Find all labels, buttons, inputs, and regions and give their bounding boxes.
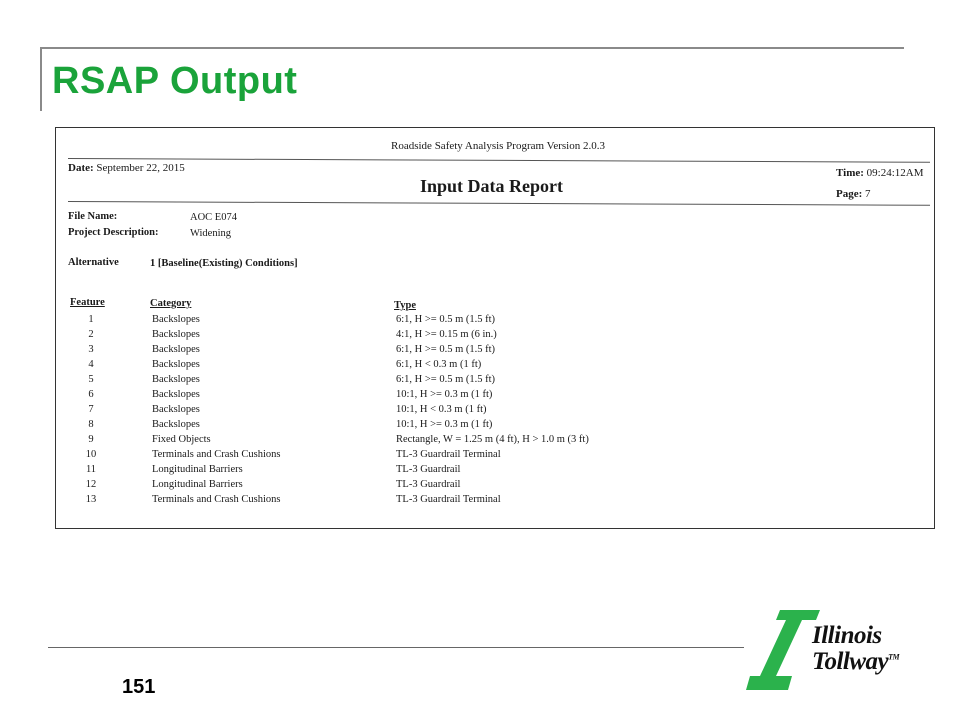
header-rule-top [68, 158, 930, 163]
table-row [56, 314, 934, 329]
table-row [56, 359, 934, 374]
type-cell: 10:1, H >= 0.3 m (1 ft) [396, 389, 493, 400]
category-cell: Backslopes [152, 419, 200, 430]
category-cell: Terminals and Crash Cushions [152, 494, 281, 505]
feature-number: 11 [85, 464, 97, 475]
table-row [56, 344, 934, 359]
alternative-label: Alternative [68, 257, 119, 268]
page-number: 151 [122, 676, 156, 698]
category-cell: Backslopes [152, 344, 200, 355]
time-label: Time: [836, 167, 864, 179]
type-cell: 10:1, H >= 0.3 m (1 ft) [396, 419, 493, 430]
logo-line-1: Illinois [812, 622, 882, 649]
category-cell: Backslopes [152, 329, 200, 340]
feature-number: 7 [88, 404, 94, 415]
table-row [56, 464, 934, 479]
category-cell: Backslopes [152, 359, 200, 370]
type-cell: TL-3 Guardrail Terminal [396, 449, 501, 460]
feature-number: 9 [88, 434, 94, 445]
table-row [56, 389, 934, 404]
table-row [56, 329, 934, 344]
type-cell: 6:1, H < 0.3 m (1 ft) [396, 359, 482, 370]
slide-title: RSAP Output [52, 60, 298, 102]
table-row [56, 449, 934, 464]
logo-i-shape [746, 610, 820, 690]
type-cell: 6:1, H >= 0.5 m (1.5 ft) [396, 374, 496, 385]
category-cell: Terminals and Crash Cushions [152, 449, 281, 460]
feature-number: 5 [88, 374, 94, 385]
type-cell: 6:1, H >= 0.5 m (1.5 ft) [396, 344, 496, 355]
feature-number: 8 [88, 419, 94, 430]
feature-number: 2 [88, 329, 94, 340]
type-cell: 10:1, H < 0.3 m (1 ft) [396, 404, 487, 415]
feature-number: 10 [85, 449, 97, 460]
file-name-value: AOC E074 [190, 212, 237, 223]
project-label: Project Description: [68, 227, 159, 238]
category-cell: Backslopes [152, 404, 200, 415]
category-cell: Longitudinal Barriers [152, 464, 243, 475]
table-row [56, 494, 934, 509]
feature-number: 1 [88, 314, 94, 325]
feature-number: 6 [88, 389, 94, 400]
project-value: Widening [190, 228, 231, 239]
top-rule [40, 47, 904, 49]
date-value: September 22, 2015 [96, 162, 185, 174]
alternative-value: 1 [Baseline(Existing) Conditions] [150, 258, 298, 269]
report-page [836, 188, 871, 200]
table-row [56, 434, 934, 449]
header-rule-bottom [68, 201, 930, 206]
program-name: Roadside Safety Analysis Program Version 2.0.3 [391, 140, 605, 152]
category-cell: Backslopes [152, 314, 200, 325]
type-header: Type [394, 300, 416, 311]
table-row [56, 479, 934, 494]
table-row [56, 374, 934, 389]
left-rule [40, 47, 42, 111]
type-cell: TL-3 Guardrail [396, 479, 461, 490]
logo-line-2-text: Tollway [812, 648, 889, 675]
footer-divider [48, 647, 744, 648]
category-cell: Backslopes [152, 374, 200, 385]
logo-trademark: TM [888, 652, 900, 662]
logo-line-2 [812, 648, 899, 676]
report-image [55, 127, 935, 529]
type-cell: TL-3 Guardrail Terminal [396, 494, 501, 505]
category-cell: Longitudinal Barriers [152, 479, 243, 490]
table-row [56, 419, 934, 434]
type-cell: TL-3 Guardrail [396, 464, 461, 475]
feature-number: 12 [85, 479, 97, 490]
time-value: 09:24:12AM [866, 167, 924, 179]
report-title: Input Data Report [420, 176, 564, 196]
category-header: Category [150, 298, 192, 309]
page-label: Page: [836, 188, 863, 200]
file-name-label: File Name: [68, 211, 118, 222]
page-value: 7 [865, 188, 871, 200]
date-label: Date: [68, 162, 94, 174]
category-cell: Fixed Objects [152, 434, 211, 445]
category-cell: Backslopes [152, 389, 200, 400]
report-time [836, 167, 924, 179]
feature-header: Feature [70, 297, 105, 308]
feature-number: 13 [85, 494, 97, 505]
type-cell: Rectangle, W = 1.25 m (4 ft), H > 1.0 m (3 ft) [396, 434, 589, 445]
report-date [68, 162, 185, 174]
table-row [56, 404, 934, 419]
type-cell: 4:1, H >= 0.15 m (6 in.) [396, 329, 497, 340]
feature-number: 4 [88, 359, 94, 370]
feature-number: 3 [88, 344, 94, 355]
type-cell: 6:1, H >= 0.5 m (1.5 ft) [396, 314, 496, 325]
